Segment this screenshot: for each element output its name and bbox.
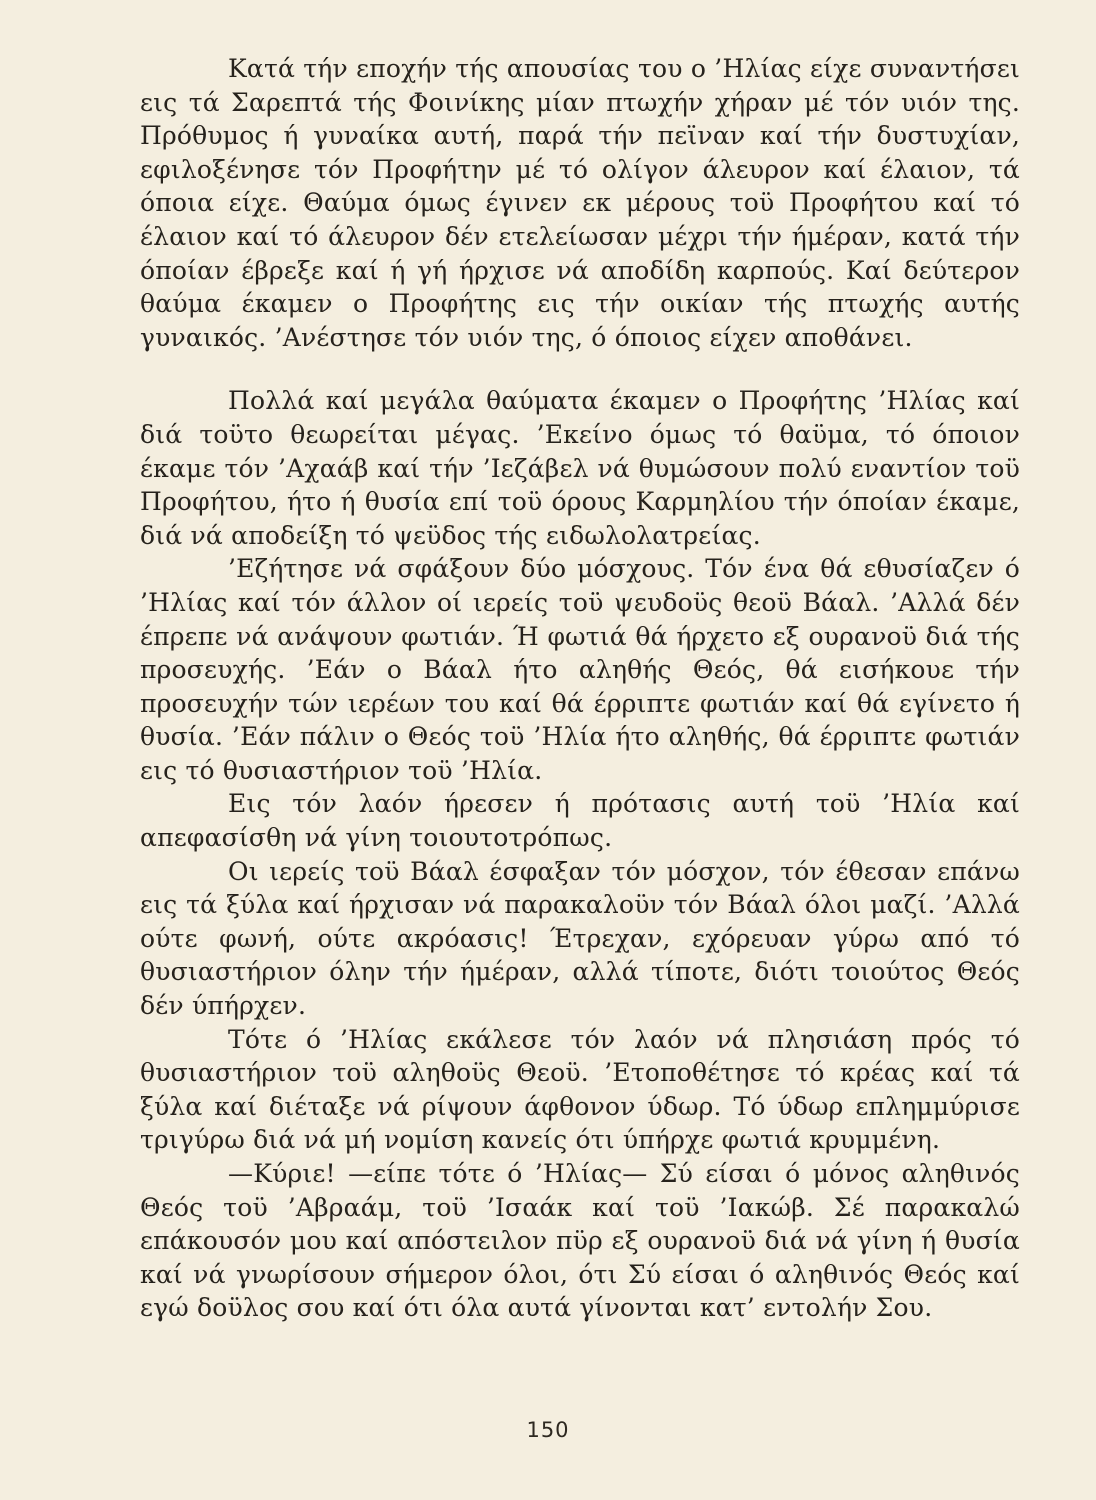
paragraph-4: Εις τόν λαόν ήρεσεν ή πρότασις αυτή τοϋ ’Ηλία καί απεφασίσθη νά γίνη τοιουτοτρόπως. [140,789,1020,853]
body-text [140,52,1020,1325]
paragraph-6: Τότε ό ’Ηλίας εκάλεσε τόν λαόν νά πλησιάση πρός τό θυσιαστήριον τοϋ αληθοϋς Θεοϋ. ’Ετοποθέτησε τό κρέας καί τά ξύλα καί διέταξε νά ρίψουν άφθονον ύδωρ. Τό ύδωρ επλημμύρισε τριγύρω διά νά μή νομίση κανείς ότι ύπήρχε φωτιά κρυμμένη. [140,1024,1020,1155]
page-number: 150 [526,1418,570,1442]
paragraph-7: —Κύριε! —είπε τότε ό ’Ηλίας— Σύ είσαι ό μόνος αληθινός Θεός τοϋ ’Αβραάμ, τοϋ ’Ισαάκ καί τοϋ ’Ιακώβ. Σέ παρακαλώ επάκουσόν μου καί απόστειλον πϋρ εξ ουρανοϋ διά νά γίνη ή θυσία καί νά γνωρίσουν σήμερον όλοι, ότι Σύ είσαι ό αληθινός Θεός καί εγώ δοϋλος σου καί ότι όλα αυτά γίνονται κατ’ εντολήν Σου. [140,1159,1020,1323]
paragraph-1: Κατά τήν εποχήν τής απουσίας του ο ’Ηλίας είχε συναντήσει εις τά Σαρεπτά τής Φοινίκης μίαν πτωχήν χήραν μέ τόν υιόν της. Πρόθυμος ή γυναίκα αυτή, παρά τήν πεϊναν καί τήν δυστυχίαν, εφιλοξένησε τόν Προφήτην μέ τό ολίγον άλευρον καί έλαιον, τά όποια είχε. Θαύμα όμως έγινεν εκ μέρους τοϋ Προφήτου καί τό έλαιον καί τό άλευρον δέν ετελείωσαν μέχρι τήν ήμέραν, κατά τήν όποίαν έβρεξε καί ή γή ήρχισε νά αποδίδη καρπούς. Καί δεύτερον θαύμα έκαμεν ο Προφήτης εις τήν οικίαν τής πτωχής αυτής γυναικός. ’Ανέστησε τόν υιόν της, ό όποιος είχεν αποθάνει. [140,54,1020,352]
paragraph-2: Πολλά καί μεγάλα θαύματα έκαμεν ο Προφήτης ’Ηλίας καί διά τοϋτο θεωρείται μέγας. ’Εκείνο όμως τό θαϋμα, τό όποιον έκαμε τόν ’Αχαάβ καί τήν ’Ιεζάβελ νά θυμώσουν πολύ εναντίον τοϋ Προφήτου, ήτο ή θυσία επί τοϋ όρους Καρμηλίου τήν όποίαν έκαμε, διά νά αποδείξη τό ψεϋδος τής ειδωλολατρείας. [140,386,1020,550]
paragraph-5: Οι ιερείς τοϋ Βάαλ έσφαξαν τόν μόσχον, τόν έθεσαν επάνω εις τά ξύλα καί ήρχισαν νά παρακαλοϋν τόν Βάαλ όλοι μαζί. ’Αλλά ούτε φωνή, ούτε ακρόασις! Έτρεχαν, εχόρευαν γύρω από τό θυσιαστήριον όλην τήν ήμέραν, αλλά τίποτε, διότι τοιούτος Θεός δέν ύπήρχεν. [140,856,1020,1021]
paragraph-3: ’Εζήτησε νά σφάξουν δύο μόσχους. Τόν ένα θά εθυσίαζεν ό ’Ηλίας καί τόν άλλον οί ιερείς τοϋ ψευδοϋς θεοϋ Βάαλ. ’Αλλά δέν έπρεπε νά ανάψουν φωτιάν. Ή φωτιά θά ήρχετο εξ ουρανοϋ διά τής προσευχής. ’Εάν ο Βάαλ ήτο αληθής Θεός, θά εισήκουε τήν προσευχήν τών ιερέων του καί θά έρριπτε φωτιάν καί θά εγίνετο ή θυσία. ’Εάν πάλιν ο Θεός τοϋ ’Ηλία ήτο αληθής, θά έρριπτε φωτιάν εις τό θυσιαστήριον τοϋ ’Ηλία. [140,554,1020,785]
